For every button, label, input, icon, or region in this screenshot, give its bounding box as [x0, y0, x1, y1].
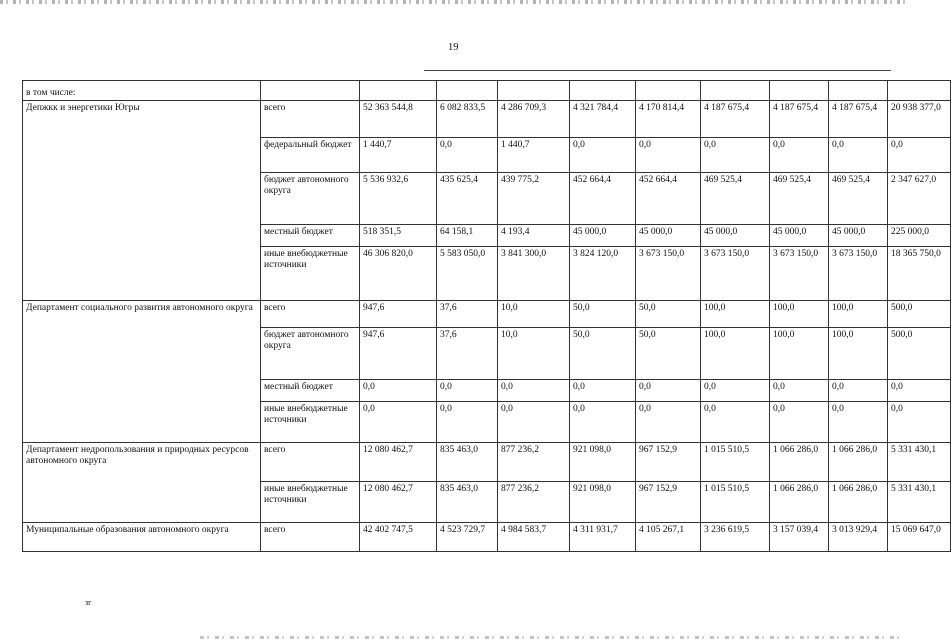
amount-cell: 37,6	[437, 301, 498, 328]
funding-table	[22, 80, 951, 552]
amount-cell: 5 583 050,0	[437, 247, 498, 301]
header-cell-empty	[888, 81, 951, 101]
funding-source: местный бюджет	[261, 225, 360, 247]
amount-cell: 1 066 286,0	[770, 443, 829, 482]
amount-cell: 4 187 675,4	[701, 101, 770, 138]
amount-cell: 100,0	[701, 301, 770, 328]
funding-source: бюджет автономного округа	[261, 328, 360, 380]
amount-cell: 45 000,0	[770, 225, 829, 247]
amount-cell: 100,0	[701, 328, 770, 380]
amount-cell: 64 158,1	[437, 225, 498, 247]
table-header-row	[23, 81, 951, 101]
amount-cell: 921 098,0	[570, 482, 636, 523]
amount-cell: 4 321 784,4	[570, 101, 636, 138]
amount-cell: 50,0	[570, 328, 636, 380]
amount-cell: 5 331 430,1	[888, 482, 951, 523]
amount-cell: 835 463,0	[437, 443, 498, 482]
amount-cell: 4 105 267,1	[636, 523, 701, 552]
table-row	[23, 301, 951, 328]
amount-cell: 18 365 750,0	[888, 247, 951, 301]
amount-cell: 500,0	[888, 328, 951, 380]
amount-cell: 45 000,0	[701, 225, 770, 247]
amount-cell: 1 440,7	[498, 138, 570, 173]
header-cell-empty	[636, 81, 701, 101]
amount-cell: 52 363 544,8	[360, 101, 437, 138]
amount-cell: 100,0	[770, 328, 829, 380]
amount-cell: 0,0	[829, 380, 888, 402]
amount-cell: 20 938 377,0	[888, 101, 951, 138]
scan-artifact-bottom	[200, 636, 905, 639]
amount-cell: 469 525,4	[770, 173, 829, 225]
funding-table-body	[23, 81, 951, 552]
amount-cell: 3 841 300,0	[498, 247, 570, 301]
amount-cell: 2 347 627,0	[888, 173, 951, 225]
amount-cell: 45 000,0	[829, 225, 888, 247]
amount-cell: 4 187 675,4	[770, 101, 829, 138]
amount-cell: 0,0	[437, 402, 498, 443]
amount-cell: 10,0	[498, 328, 570, 380]
amount-cell: 0,0	[770, 138, 829, 173]
amount-cell: 0,0	[570, 138, 636, 173]
amount-cell: 10,0	[498, 301, 570, 328]
amount-cell: 1 015 510,5	[701, 482, 770, 523]
amount-cell: 0,0	[636, 402, 701, 443]
amount-cell: 0,0	[829, 138, 888, 173]
amount-cell: 0,0	[498, 380, 570, 402]
amount-cell: 1 015 510,5	[701, 443, 770, 482]
page-number: 19	[448, 42, 459, 53]
amount-cell: 1 066 286,0	[829, 443, 888, 482]
amount-cell: 3 824 120,0	[570, 247, 636, 301]
amount-cell: 45 000,0	[570, 225, 636, 247]
amount-cell: 0,0	[770, 380, 829, 402]
amount-cell: 3 673 150,0	[770, 247, 829, 301]
amount-cell: 439 775,2	[498, 173, 570, 225]
amount-cell: 4 193,4	[498, 225, 570, 247]
amount-cell: 518 351,5	[360, 225, 437, 247]
amount-cell: 3 157 039,4	[770, 523, 829, 552]
amount-cell: 0,0	[888, 402, 951, 443]
amount-cell: 500,0	[888, 301, 951, 328]
amount-cell: 3 236 619,5	[701, 523, 770, 552]
funding-source: всего	[261, 301, 360, 328]
amount-cell: 921 098,0	[570, 443, 636, 482]
amount-cell: 469 525,4	[701, 173, 770, 225]
amount-cell: 435 625,4	[437, 173, 498, 225]
amount-cell: 12 080 462,7	[360, 482, 437, 523]
amount-cell: 225 000,0	[888, 225, 951, 247]
amount-cell: 5 331 430,1	[888, 443, 951, 482]
table-row	[23, 443, 951, 482]
amount-cell: 50,0	[636, 301, 701, 328]
amount-cell: 1 066 286,0	[770, 482, 829, 523]
amount-cell: 0,0	[437, 380, 498, 402]
department-name: Департамент социального развития автономного округа	[23, 301, 261, 443]
amount-cell: 15 069 647,0	[888, 523, 951, 552]
amount-cell: 5 536 932,6	[360, 173, 437, 225]
amount-cell: 0,0	[701, 380, 770, 402]
funding-source: всего	[261, 443, 360, 482]
amount-cell: 4 286 709,3	[498, 101, 570, 138]
amount-cell: 0,0	[888, 138, 951, 173]
table-row	[23, 523, 951, 552]
amount-cell: 0,0	[701, 138, 770, 173]
amount-cell: 0,0	[829, 402, 888, 443]
amount-cell: 947,6	[360, 301, 437, 328]
amount-cell: 0,0	[888, 380, 951, 402]
funding-source: всего	[261, 523, 360, 552]
amount-cell: 0,0	[570, 380, 636, 402]
funding-source: всего	[261, 101, 360, 138]
amount-cell: 50,0	[570, 301, 636, 328]
amount-cell: 0,0	[437, 138, 498, 173]
amount-cell: 46 306 820,0	[360, 247, 437, 301]
amount-cell: 835 463,0	[437, 482, 498, 523]
amount-cell: 6 082 833,5	[437, 101, 498, 138]
header-cell-empty	[360, 81, 437, 101]
amount-cell: 0,0	[360, 380, 437, 402]
amount-cell: 1 066 286,0	[829, 482, 888, 523]
amount-cell: 0,0	[360, 402, 437, 443]
amount-cell: 967 152,9	[636, 482, 701, 523]
funding-source: иные внебюджетные источники	[261, 247, 360, 301]
header-cell-empty	[261, 81, 360, 101]
funding-source: иные внебюджетные источники	[261, 482, 360, 523]
amount-cell: 469 525,4	[829, 173, 888, 225]
amount-cell: 452 664,4	[636, 173, 701, 225]
amount-cell: 0,0	[770, 402, 829, 443]
amount-cell: 4 523 729,7	[437, 523, 498, 552]
amount-cell: 0,0	[498, 402, 570, 443]
table-row	[23, 101, 951, 138]
header-label: в том числе:	[23, 81, 261, 101]
header-cell-empty	[829, 81, 888, 101]
funding-source: бюджет автономного округа	[261, 173, 360, 225]
amount-cell: 3 013 929,4	[829, 523, 888, 552]
amount-cell: 42 402 747,5	[360, 523, 437, 552]
amount-cell: 100,0	[829, 328, 888, 380]
amount-cell: 4 187 675,4	[829, 101, 888, 138]
scan-artifact-top	[0, 0, 905, 4]
header-cell-empty	[437, 81, 498, 101]
amount-cell: 0,0	[701, 402, 770, 443]
amount-cell: 4 984 583,7	[498, 523, 570, 552]
amount-cell: 0,0	[636, 380, 701, 402]
amount-cell: 37,6	[437, 328, 498, 380]
table-top-rule	[424, 70, 891, 71]
amount-cell: 3 673 150,0	[829, 247, 888, 301]
amount-cell: 50,0	[636, 328, 701, 380]
header-cell-empty	[570, 81, 636, 101]
amount-cell: 877 236,2	[498, 443, 570, 482]
amount-cell: 100,0	[829, 301, 888, 328]
amount-cell: 100,0	[770, 301, 829, 328]
header-cell-empty	[770, 81, 829, 101]
amount-cell: 1 440,7	[360, 138, 437, 173]
amount-cell: 452 664,4	[570, 173, 636, 225]
department-name: Депжкк и энергетики Югры	[23, 101, 261, 301]
amount-cell: 947,6	[360, 328, 437, 380]
footer-mark: зг	[85, 598, 92, 607]
header-cell-empty	[701, 81, 770, 101]
amount-cell: 0,0	[570, 402, 636, 443]
amount-cell: 12 080 462,7	[360, 443, 437, 482]
amount-cell: 877 236,2	[498, 482, 570, 523]
amount-cell: 0,0	[636, 138, 701, 173]
funding-source: местный бюджет	[261, 380, 360, 402]
amount-cell: 45 000,0	[636, 225, 701, 247]
department-name: Муниципальные образования автономного округа	[23, 523, 261, 552]
amount-cell: 3 673 150,0	[701, 247, 770, 301]
amount-cell: 3 673 150,0	[636, 247, 701, 301]
funding-source: иные внебюджетные источники	[261, 402, 360, 443]
amount-cell: 4 311 931,7	[570, 523, 636, 552]
funding-source: федеральный бюджет	[261, 138, 360, 173]
department-name: Департамент недропользования и природных ресурсов автономного округа	[23, 443, 261, 523]
amount-cell: 967 152,9	[636, 443, 701, 482]
header-cell-empty	[498, 81, 570, 101]
amount-cell: 4 170 814,4	[636, 101, 701, 138]
